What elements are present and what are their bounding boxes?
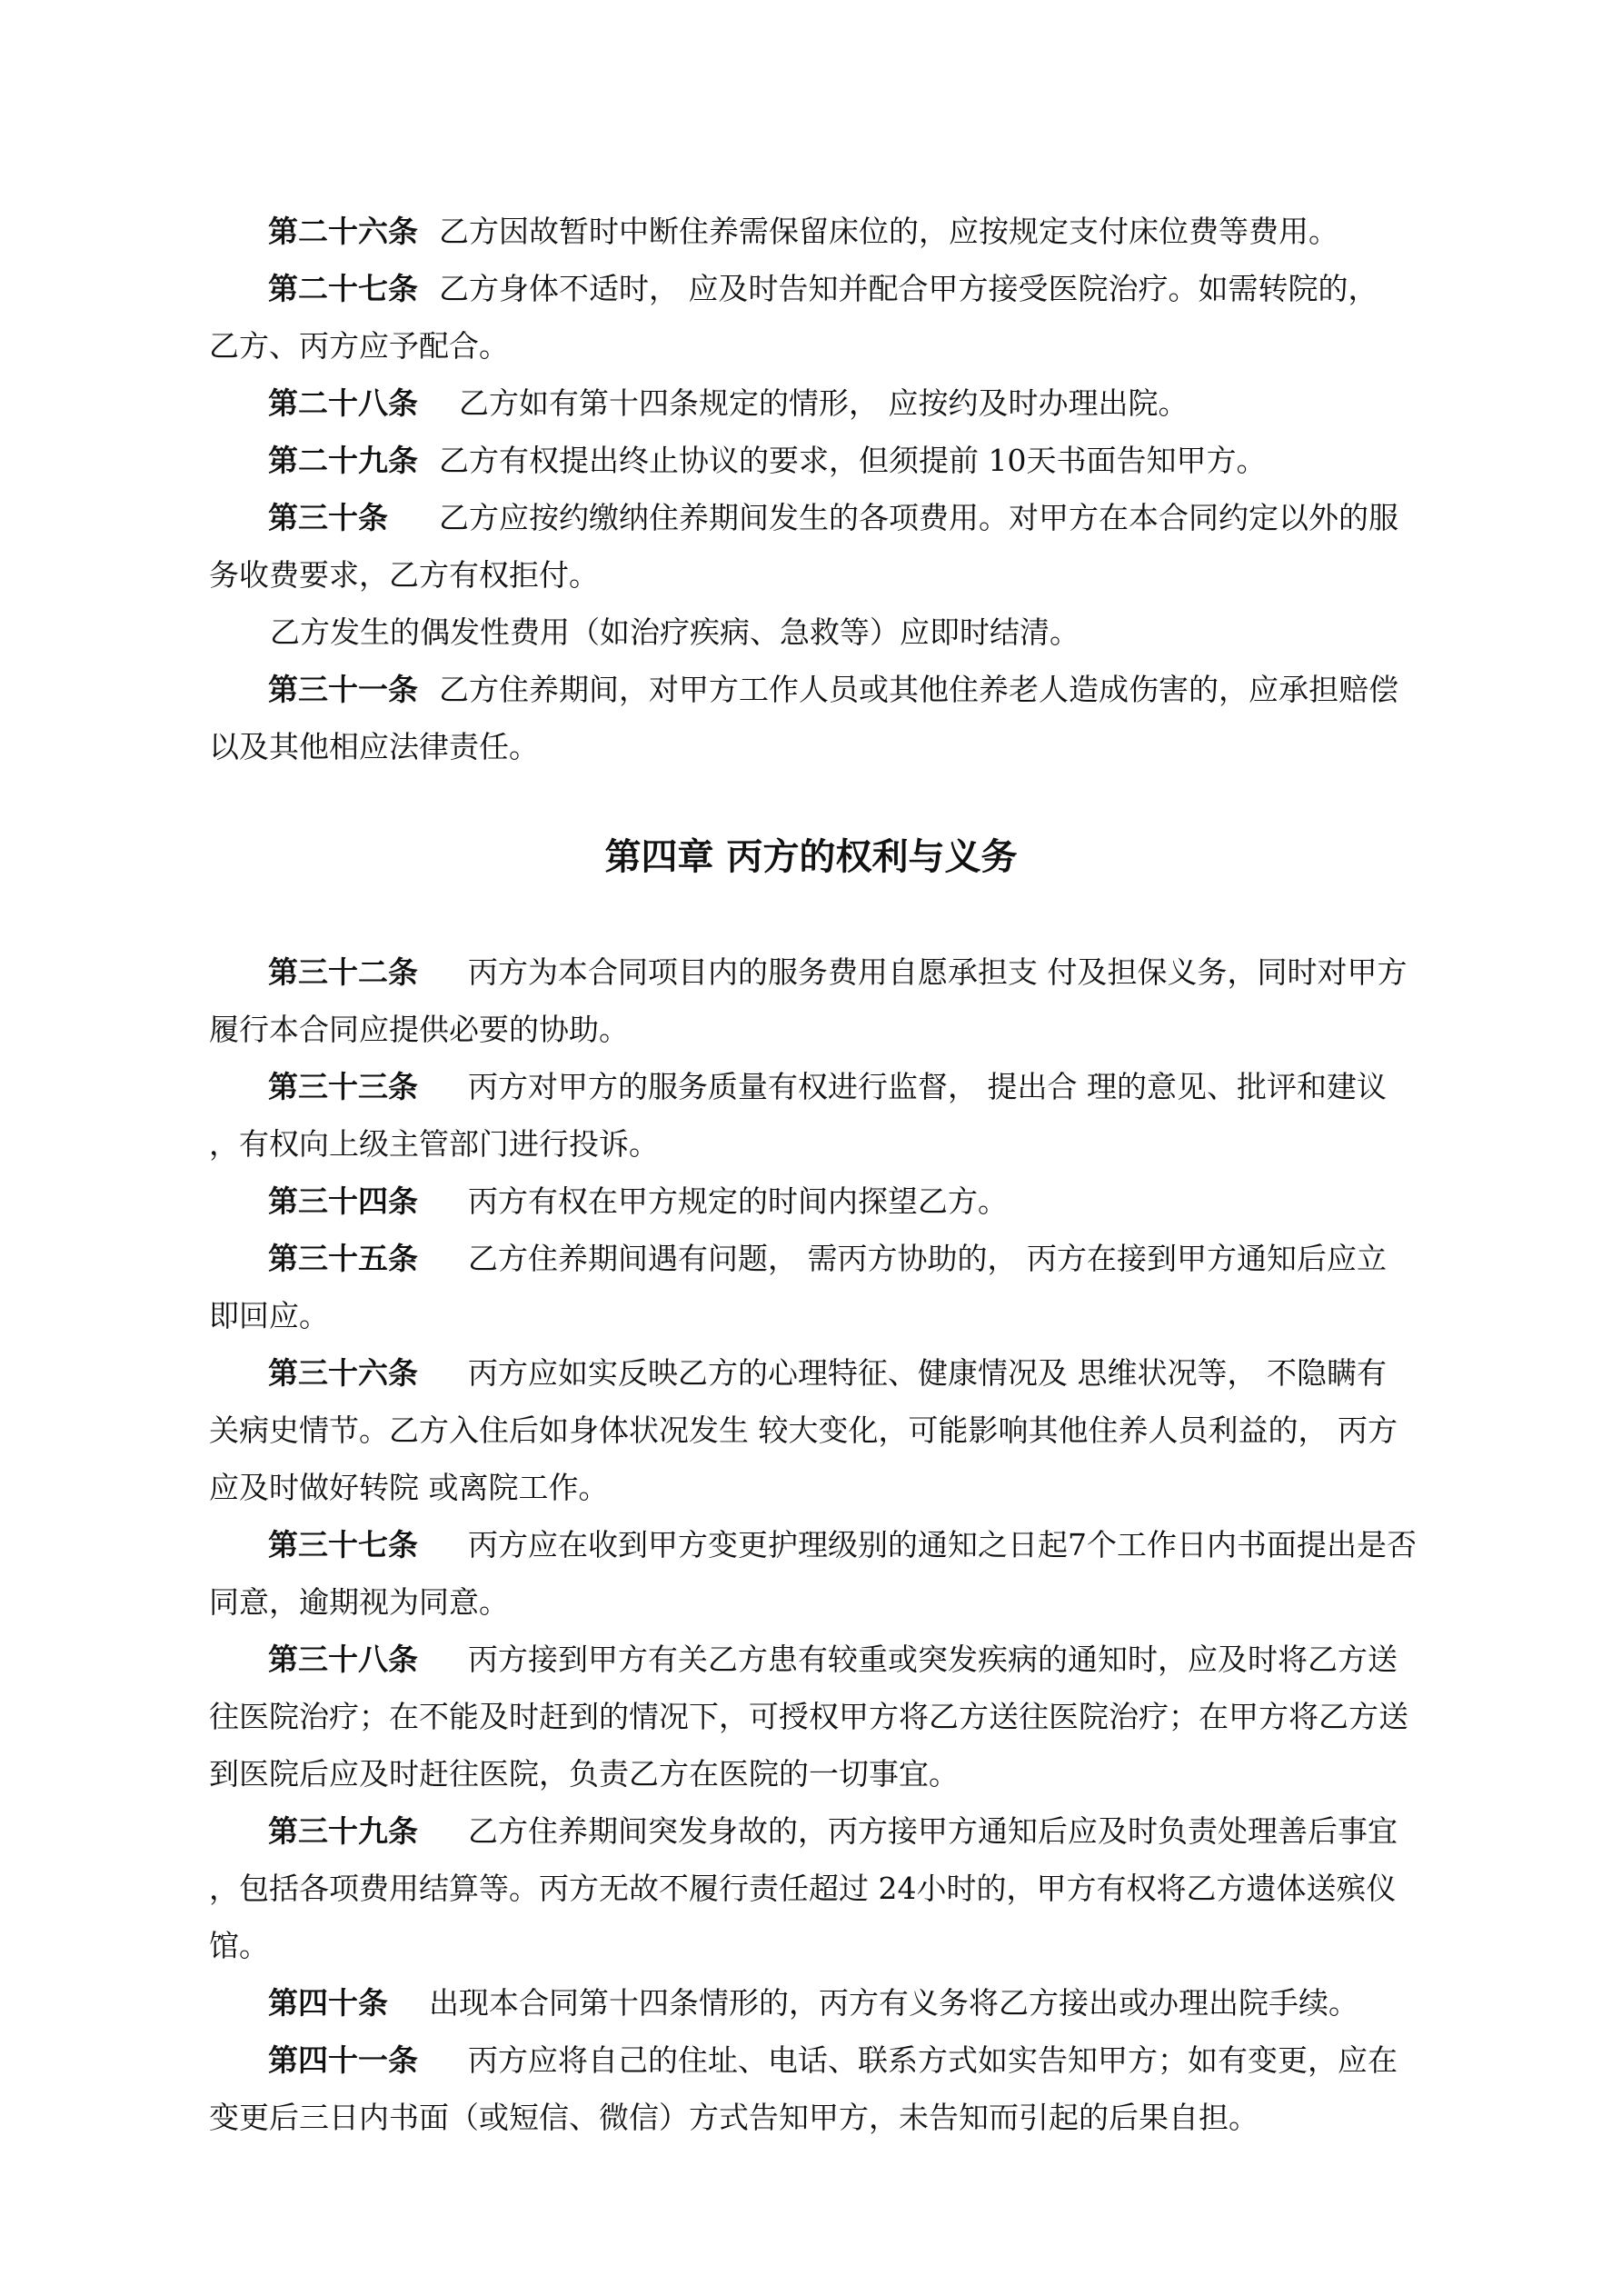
article-text: 变更后三日内书面（或短信、微信）方式告知甲方，未告知而引起的后果自担。 [209,2100,1259,2135]
article-label: 第三十二条 [268,954,418,990]
article-text: 以及其他相应法律责任。 [209,729,539,764]
article-label: 第二十六条 [268,214,418,249]
article-text: 出现本合同第十四条情形的，丙方有义务将乙方接出或办理出院手续。 [429,1985,1358,2021]
article-text: 应及时做好转院 或离院工作。 [209,1470,609,1505]
article-text: ，有权向上级主管部门进行投诉。 [209,1126,659,1162]
article-label: 第三十条 [268,500,388,535]
article-text: 即回应。 [209,1298,329,1333]
article-text: 到医院后应及时赶往医院，负责乙方在医院的一切事宜。 [209,1756,959,1792]
article-text: 乙方如有第十四条规定的情形， 应按约及时办理出院。 [459,385,1189,421]
article-text: 务收费要求，乙方有权拒付。 [209,557,599,593]
article-label: 第二十八条 [268,385,418,421]
article-text: 乙方有权提出终止协议的要求，但须提前 10天书面告知甲方。 [439,443,1267,478]
article-label: 第二十九条 [268,443,418,478]
article-text: 乙方身体不适时， 应及时告知并配合甲方接受医院治疗。如需转院的， [439,271,1378,306]
article-label: 第三十七条 [268,1527,418,1562]
article-label: 第三十一条 [268,672,418,707]
article-label: 第三十六条 [268,1355,418,1391]
article-text: 乙方住养期间遇有问题， 需丙方协助的， 丙方在接到甲方通知后应立 [468,1241,1387,1276]
article-text: 同意，逾期视为同意。 [209,1584,509,1620]
article-text: 履行本合同应提供必要的协助。 [209,1012,629,1047]
article-text: 乙方、丙方应予配合。 [209,328,509,364]
article-text: 丙方应将自己的住址、电话、联系方式如实告知甲方；如有变更，应在 [468,2042,1398,2078]
chapter-title: 第四章 丙方的权利与义务 [604,836,1018,878]
article-text: 丙方有权在甲方规定的时间内探望乙方。 [468,1183,1008,1219]
article-text: 丙方应如实反映乙方的心理特征、健康情况及 思维状况等， 不隐瞒有 [468,1355,1387,1391]
article-label: 第三十五条 [268,1241,418,1276]
article-text: 乙方住养期间突发身故的，丙方接甲方通知后应及时负责处理善后事宜 [468,1813,1398,1849]
article-text: 丙方为本合同项目内的服务费用自愿承担支 付及担保义务，同时对甲方 [468,954,1408,990]
article-text: ，包括各项费用结算等。丙方无故不履行责任超过 24小时的，甲方有权将乙方遗体送殡仪 [209,1871,1397,1906]
article-label: 第三十四条 [268,1183,418,1219]
article-text: 乙方因故暂时中断住养需保留床位的，应按规定支付床位费等费用。 [439,214,1338,249]
article-text: 馆。 [209,1928,269,1963]
article-label: 第四十一条 [268,2042,418,2078]
article-text: 丙方应在收到甲方变更护理级别的通知之日起7个工作日内书面提出是否 [468,1527,1417,1562]
article-text: 丙方接到甲方有关乙方患有较重或突发疾病的通知时，应及时将乙方送 [468,1642,1398,1677]
article-text: 往医院治疗；在不能及时赶到的情况下，可授权甲方将乙方送往医院治疗；在甲方将乙方送 [209,1699,1408,1734]
article-label: 第二十七条 [268,271,418,306]
article-text: 乙方应按约缴纳住养期间发生的各项费用。对甲方在本合同约定以外的服 [439,500,1398,535]
article-label: 第四十条 [268,1985,388,2021]
article-label: 第三十三条 [268,1069,418,1104]
article-text: 乙方发生的偶发性费用（如治疗疾病、急救等）应即时结清。 [270,614,1080,650]
article-label: 第三十九条 [268,1813,418,1849]
article-text: 丙方对甲方的服务质量有权进行监督， 提出合 理的意见、批评和建议 [468,1069,1387,1104]
article-text: 乙方住养期间，对甲方工作人员或其他住养老人造成伤害的，应承担赔偿 [439,672,1398,707]
article-text: 关病史情节。乙方入住后如身体状况发生 较大变化，可能影响其他住养人员利益的， 丙方 [209,1413,1398,1448]
article-label: 第三十八条 [268,1642,418,1677]
